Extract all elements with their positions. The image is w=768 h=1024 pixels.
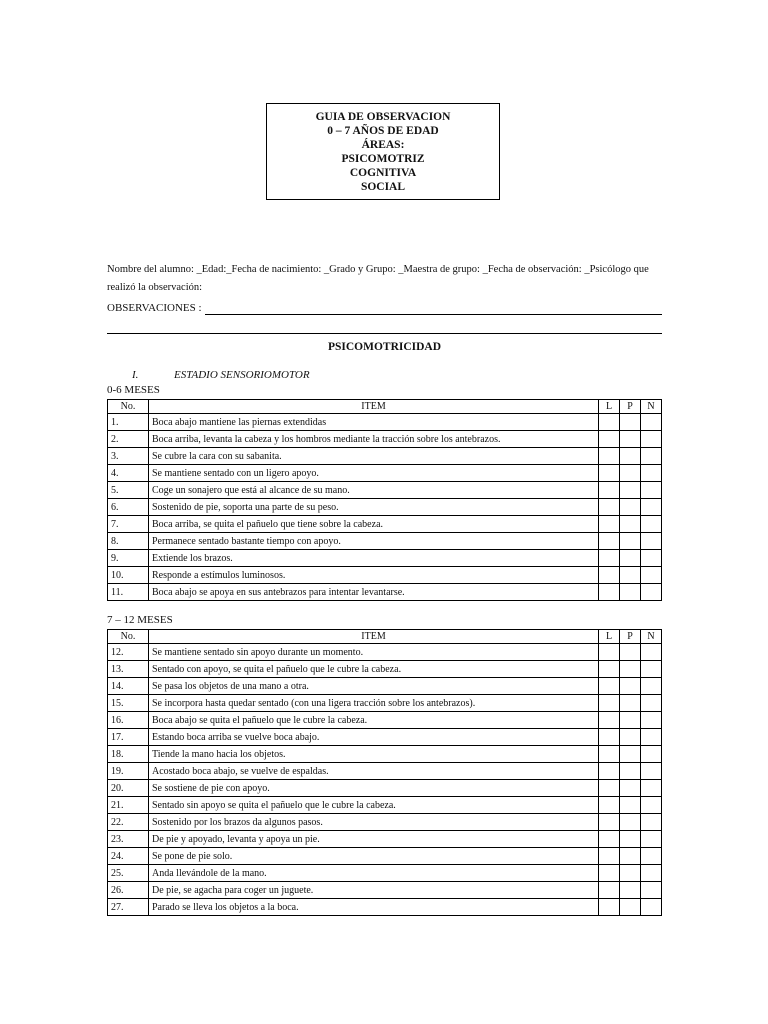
check-cell-l[interactable]: [599, 414, 620, 431]
check-cell-p[interactable]: [620, 465, 641, 482]
check-cell-p[interactable]: [620, 644, 641, 661]
row-item: Se mantiene sentado con un ligero apoyo.: [149, 465, 599, 482]
check-cell-n[interactable]: [641, 499, 662, 516]
table-row: [108, 831, 662, 848]
observaciones-fill: [205, 304, 662, 315]
row-item: Sentado sin apoyo se quita el pañuelo que le cubre la cabeza.: [149, 797, 599, 814]
header-no: No.: [108, 400, 149, 414]
row-number: 26.: [108, 882, 149, 899]
table-row: [108, 550, 662, 567]
row-number: 11.: [108, 584, 149, 601]
row-item: Se pone de pie solo.: [149, 848, 599, 865]
row-item: Boca abajo mantiene las piernas extendidas: [149, 414, 599, 431]
row-number: 2.: [108, 431, 149, 448]
check-cell-p[interactable]: [620, 695, 641, 712]
check-cell-p[interactable]: [620, 482, 641, 499]
row-number: 16.: [108, 712, 149, 729]
check-cell-n[interactable]: [641, 678, 662, 695]
check-cell-n[interactable]: [641, 414, 662, 431]
check-cell-l[interactable]: [599, 712, 620, 729]
row-item: Responde a estímulos luminosos.: [149, 567, 599, 584]
check-cell-n[interactable]: [641, 431, 662, 448]
header-item: ITEM: [149, 630, 599, 644]
row-item: Se incorpora hasta quedar sentado (con una ligera tracción sobre los antebrazos).: [149, 695, 599, 712]
row-item: Se cubre la cara con su sabanita.: [149, 448, 599, 465]
check-cell-p[interactable]: [620, 763, 641, 780]
check-cell-n[interactable]: [641, 882, 662, 899]
row-item: Parado se lleva los objetos a la boca.: [149, 899, 599, 916]
observaciones-rule: [107, 333, 662, 334]
row-number: 5.: [108, 482, 149, 499]
check-cell-n[interactable]: [641, 465, 662, 482]
check-cell-p[interactable]: [620, 814, 641, 831]
check-cell-n[interactable]: [641, 482, 662, 499]
table-row: [108, 584, 662, 601]
header-n: N: [641, 400, 662, 414]
check-cell-l[interactable]: [599, 882, 620, 899]
row-number: 14.: [108, 678, 149, 695]
row-number: 3.: [108, 448, 149, 465]
row-item: Coge un sonajero que está al alcance de su mano.: [149, 482, 599, 499]
row-number: 12.: [108, 644, 149, 661]
check-cell-l[interactable]: [599, 644, 620, 661]
check-cell-l[interactable]: [599, 865, 620, 882]
check-cell-l[interactable]: [599, 465, 620, 482]
table-row: [108, 644, 662, 661]
check-cell-p[interactable]: [620, 882, 641, 899]
check-cell-l[interactable]: [599, 831, 620, 848]
row-number: 17.: [108, 729, 149, 746]
title-line-4: PSICOMOTRIZ: [341, 152, 425, 165]
row-item: Tiende la mano hacia los objetos.: [149, 746, 599, 763]
title-box: [266, 103, 500, 200]
check-cell-n[interactable]: [641, 584, 662, 601]
check-cell-p[interactable]: [620, 831, 641, 848]
stage-label: ESTADIO SENSORIOMOTOR: [174, 369, 310, 381]
check-cell-l[interactable]: [599, 584, 620, 601]
check-cell-n[interactable]: [641, 814, 662, 831]
check-cell-l[interactable]: [599, 763, 620, 780]
row-item: Boca abajo se apoya en sus antebrazos para intentar levantarse.: [149, 584, 599, 601]
row-item: Se sostiene de pie con apoyo.: [149, 780, 599, 797]
items-table-7-12: [107, 629, 662, 916]
check-cell-l[interactable]: [599, 448, 620, 465]
row-number: 19.: [108, 763, 149, 780]
table-row: [108, 482, 662, 499]
age-label-0-6: 0-6 MESES: [107, 384, 160, 396]
row-item: Permanece sentado bastante tiempo con apoyo.: [149, 533, 599, 550]
table-row: [108, 746, 662, 763]
row-item: Se pasa los objetos de una mano a otra.: [149, 678, 599, 695]
header-p: P: [620, 630, 641, 644]
header-l: L: [599, 630, 620, 644]
row-item: Extiende los brazos.: [149, 550, 599, 567]
row-item: De pie y apoyado, levanta y apoya un pie.: [149, 831, 599, 848]
row-item: Boca arriba, levanta la cabeza y los hombros mediante la tracción sobre los antebrazos.: [149, 431, 599, 448]
check-cell-p[interactable]: [620, 414, 641, 431]
row-number: 23.: [108, 831, 149, 848]
table-header-row: [108, 630, 662, 644]
check-cell-n[interactable]: [641, 448, 662, 465]
table-row: [108, 661, 662, 678]
check-cell-n[interactable]: [641, 797, 662, 814]
check-cell-p[interactable]: [620, 848, 641, 865]
table-row: [108, 465, 662, 482]
check-cell-n[interactable]: [641, 848, 662, 865]
row-item: Boca arriba, se quita el pañuelo que tiene sobre la cabeza.: [149, 516, 599, 533]
table-header-row: [108, 400, 662, 414]
header-l: L: [599, 400, 620, 414]
check-cell-l[interactable]: [599, 814, 620, 831]
row-item: Sentado con apoyo, se quita el pañuelo que le cubre la cabeza.: [149, 661, 599, 678]
check-cell-l[interactable]: [599, 567, 620, 584]
check-cell-n[interactable]: [641, 644, 662, 661]
check-cell-n[interactable]: [641, 533, 662, 550]
table-row: [108, 848, 662, 865]
check-cell-p[interactable]: [620, 865, 641, 882]
row-number: 25.: [108, 865, 149, 882]
check-cell-n[interactable]: [641, 567, 662, 584]
check-cell-p[interactable]: [620, 550, 641, 567]
row-item: Acostado boca abajo, se vuelve de espaldas.: [149, 763, 599, 780]
table-row: [108, 712, 662, 729]
title-line-3: ÁREAS:: [361, 138, 405, 151]
table-row: [108, 882, 662, 899]
table-row: [108, 899, 662, 916]
check-cell-p[interactable]: [620, 712, 641, 729]
check-cell-l[interactable]: [599, 499, 620, 516]
row-number: 13.: [108, 661, 149, 678]
check-cell-l[interactable]: [599, 780, 620, 797]
check-cell-p[interactable]: [620, 899, 641, 916]
check-cell-p[interactable]: [620, 533, 641, 550]
check-cell-n[interactable]: [641, 695, 662, 712]
row-item: Boca abajo se quita el pañuelo que le cubre la cabeza.: [149, 712, 599, 729]
check-cell-n[interactable]: [641, 831, 662, 848]
row-number: 15.: [108, 695, 149, 712]
stage-number: I.: [132, 369, 139, 381]
row-number: 9.: [108, 550, 149, 567]
table-row: [108, 448, 662, 465]
check-cell-p[interactable]: [620, 567, 641, 584]
row-number: 24.: [108, 848, 149, 865]
header-item: ITEM: [149, 400, 599, 414]
check-cell-p[interactable]: [620, 678, 641, 695]
check-cell-p[interactable]: [620, 516, 641, 533]
row-item: Estando boca arriba se vuelve boca abajo.: [149, 729, 599, 746]
check-cell-p[interactable]: [620, 499, 641, 516]
table-row: [108, 431, 662, 448]
check-cell-p[interactable]: [620, 431, 641, 448]
check-cell-n[interactable]: [641, 865, 662, 882]
check-cell-n[interactable]: [641, 516, 662, 533]
row-number: 4.: [108, 465, 149, 482]
table-row: [108, 780, 662, 797]
check-cell-l[interactable]: [599, 695, 620, 712]
title-line-5: COGNITIVA: [349, 166, 417, 179]
table-row: [108, 729, 662, 746]
check-cell-l[interactable]: [599, 848, 620, 865]
row-item: De pie, se agacha para coger un juguete.: [149, 882, 599, 899]
header-p: P: [620, 400, 641, 414]
title-line-1: GUIA DE OBSERVACION: [315, 110, 451, 123]
header-no: No.: [108, 630, 149, 644]
check-cell-p[interactable]: [620, 729, 641, 746]
row-number: 8.: [108, 533, 149, 550]
table-row: [108, 499, 662, 516]
check-cell-l[interactable]: [599, 482, 620, 499]
row-number: 20.: [108, 780, 149, 797]
row-number: 10.: [108, 567, 149, 584]
observaciones-label: OBSERVACIONES :: [107, 302, 202, 314]
check-cell-l[interactable]: [599, 899, 620, 916]
row-number: 21.: [108, 797, 149, 814]
check-cell-l[interactable]: [599, 746, 620, 763]
table-row: [108, 678, 662, 695]
check-cell-p[interactable]: [620, 661, 641, 678]
check-cell-l[interactable]: [599, 661, 620, 678]
check-cell-p[interactable]: [620, 448, 641, 465]
row-number: 7.: [108, 516, 149, 533]
table-row: [108, 814, 662, 831]
table-row: [108, 533, 662, 550]
stage-heading: [132, 369, 310, 381]
row-number: 27.: [108, 899, 149, 916]
header-n: N: [641, 630, 662, 644]
table-row: [108, 414, 662, 431]
row-item: Se mantiene sentado sin apoyo durante un momento.: [149, 644, 599, 661]
row-number: 22.: [108, 814, 149, 831]
age-label-7-12: 7 – 12 MESES: [107, 614, 173, 626]
table-row: [108, 865, 662, 882]
check-cell-p[interactable]: [620, 584, 641, 601]
row-number: 6.: [108, 499, 149, 516]
check-cell-l[interactable]: [599, 516, 620, 533]
row-number: 1.: [108, 414, 149, 431]
check-cell-l[interactable]: [599, 533, 620, 550]
check-cell-p[interactable]: [620, 746, 641, 763]
check-cell-n[interactable]: [641, 899, 662, 916]
row-item: Sostenido por los brazos da algunos pasos.: [149, 814, 599, 831]
check-cell-n[interactable]: [641, 763, 662, 780]
title-line-6: SOCIAL: [360, 180, 406, 193]
row-number: 18.: [108, 746, 149, 763]
check-cell-n[interactable]: [641, 746, 662, 763]
table-row: [108, 567, 662, 584]
table-row: [108, 695, 662, 712]
observaciones-line: [107, 301, 662, 315]
table-row: [108, 516, 662, 533]
check-cell-l[interactable]: [599, 729, 620, 746]
check-cell-l[interactable]: [599, 678, 620, 695]
header-fields: Nombre del alumno: _Edad:_Fecha de nacimiento: _Grado y Grupo: _Maestra de grupo: _Fecha de observación: _Psicólogo que realizó la observación:: [107, 264, 649, 293]
section-title: PSICOMOTRICIDAD: [327, 341, 442, 353]
check-cell-p[interactable]: [620, 780, 641, 797]
check-cell-n[interactable]: [641, 550, 662, 567]
check-cell-p[interactable]: [620, 797, 641, 814]
table-row: [108, 797, 662, 814]
items-table-0-6: [107, 399, 662, 601]
check-cell-l[interactable]: [599, 797, 620, 814]
check-cell-l[interactable]: [599, 431, 620, 448]
check-cell-n[interactable]: [641, 780, 662, 797]
title-line-2: 0 – 7 AÑOS DE EDAD: [327, 124, 439, 137]
row-item: Anda llevándole de la mano.: [149, 865, 599, 882]
table-row: [108, 763, 662, 780]
check-cell-l[interactable]: [599, 550, 620, 567]
check-cell-n[interactable]: [641, 712, 662, 729]
row-item: Sostenido de pie, soporta una parte de su peso.: [149, 499, 599, 516]
check-cell-n[interactable]: [641, 661, 662, 678]
check-cell-n[interactable]: [641, 729, 662, 746]
